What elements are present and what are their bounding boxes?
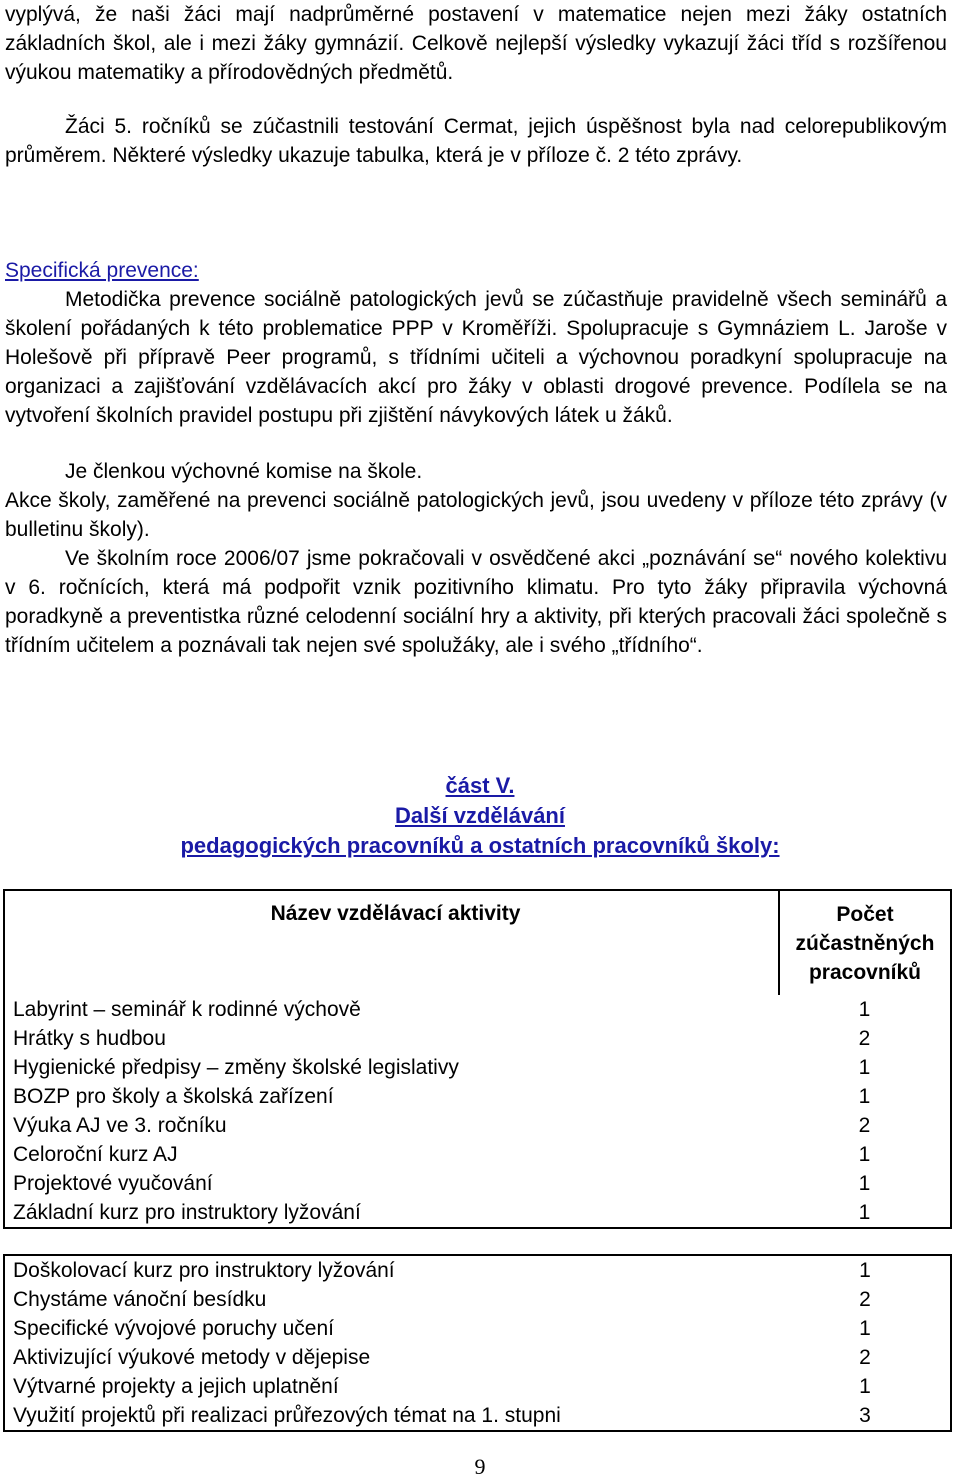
- prevention-paragraph-3: Akce školy, zaměřené na prevenci sociálně patologických jevů, jsou uvedeny v příloze této zprávy (v bulletinu školy).: [5, 489, 947, 541]
- table-header-row: [4, 890, 951, 995]
- participant-count: 2: [859, 1346, 871, 1369]
- table-row: [4, 995, 951, 1024]
- participant-count: 3: [859, 1404, 871, 1427]
- table-row: [4, 1169, 951, 1198]
- activity-name: Labyrint – seminář k rodinné výchově: [13, 998, 361, 1021]
- activity-name: Projektové vyučování: [13, 1172, 213, 1195]
- participant-count: 1: [859, 1317, 871, 1340]
- table-row: [4, 1314, 951, 1343]
- prevention-paragraph-4: Ve školním roce 2006/07 jsme pokračovali v osvědčené akci „poznávání se“ nového kolektivu v 6. ročnících, která má podpořit vznik pozitivního klimatu. Pro tyto žáky připravila výchovná poradkyně a preventistka různé celodenní sociální hry a aktivity, při kterých pracovali žáci společně s třídním učitelem a poznávali tak nejen své spolužáky, ale i svého „třídního“.: [5, 547, 947, 657]
- table-row: [4, 1372, 951, 1401]
- activity-name: Celoroční kurz AJ: [13, 1143, 178, 1166]
- participant-count: 1: [858, 1172, 871, 1195]
- participant-count: 1: [858, 998, 871, 1021]
- table-row: [4, 1255, 951, 1285]
- section-title-1-text: Další vzdělávání: [395, 803, 565, 828]
- activity-name: Výtvarné projekty a jejich uplatnění: [13, 1375, 339, 1398]
- prevention-heading-text: Specifická prevence:: [5, 259, 199, 282]
- table-row: [4, 1285, 951, 1314]
- participant-count: 1: [858, 1201, 871, 1224]
- intro-paragraph-1: vyplývá, že naši žáci mají nadprůměrné postavení v matematice nejen mezi žáky ostatních základních škol, ale i mezi žáky gymnázií. Celkově nejlepší výsledky vykazují žáci tříd s rozšířenou výukou matematiky a přírodovědných předmětů.: [5, 3, 947, 84]
- table-row: [4, 1053, 951, 1082]
- prevention-heading: [5, 256, 947, 285]
- activity-name: Hrátky s hudbou: [13, 1027, 166, 1050]
- activity-name: BOZP pro školy a školská zařízení: [13, 1085, 334, 1108]
- activity-name: Chystáme vánoční besídku: [13, 1288, 267, 1311]
- table-row: [4, 1024, 951, 1053]
- section-title-2: [0, 833, 960, 859]
- section-part-label: [0, 773, 960, 799]
- activity-name: Doškolovací kurz pro instruktory lyžování: [13, 1259, 395, 1282]
- prevention-paragraph-1: Metodička prevence sociálně patologických jevů se zúčastňuje pravidelně všech seminářů a školení pořádaných k této problematice PPP v Kroměříži. Spolupracuje s Gymnáziem L. Jaroše v Holešově při přípravě Peer programů, s třídními učiteli a výchovnou poradkyní spolupracuje na organizaci a zajišťování vzdělávacích akcí pro žáky v oblasti drogové prevence. Podílela se na vytvoření školních pravidel postupu při zjištění návykových látek u žáků.: [5, 288, 947, 427]
- section-title-2-text: pedagogických pracovníků a ostatních pracovníků školy:: [180, 833, 780, 858]
- participant-count: 1: [858, 1085, 871, 1108]
- section-part-text: část V.: [445, 773, 515, 798]
- activity-name: Hygienické předpisy – změny školské legislativy: [13, 1056, 459, 1079]
- participant-count: 2: [858, 1027, 871, 1050]
- activity-name: Využití projektů při realizaci průřezových témat na 1. stupni: [13, 1404, 561, 1427]
- header-name: Název vzdělávací aktivity: [270, 902, 521, 925]
- prevention-paragraph-2: Je členkou výchovné komise na škole.: [65, 460, 423, 483]
- section-title-1: [0, 803, 960, 829]
- participant-count: 1: [859, 1259, 871, 1282]
- table-row: [4, 1140, 951, 1169]
- table-row: [4, 1401, 951, 1431]
- activity-name: Aktivizující výukové metody v dějepise: [13, 1346, 371, 1369]
- table-row: [4, 1111, 951, 1140]
- training-table-1: [3, 889, 952, 1229]
- participant-count: 1: [858, 1056, 871, 1079]
- training-table-2: [3, 1254, 952, 1432]
- page-number: 9: [474, 1454, 486, 1479]
- table-row: [4, 1198, 951, 1228]
- participant-count: 2: [858, 1114, 871, 1137]
- table-row: [4, 1343, 951, 1372]
- activity-name: Výuka AJ ve 3. ročníku: [13, 1114, 227, 1137]
- header-count: Počet zúčastněných pracovníků: [779, 890, 951, 995]
- activity-name: Základní kurz pro instruktory lyžování: [13, 1201, 361, 1224]
- participant-count: 1: [858, 1143, 871, 1166]
- activity-name: Specifické vývojové poruchy učení: [13, 1317, 334, 1340]
- participant-count: 1: [859, 1375, 871, 1398]
- participant-count: 2: [859, 1288, 871, 1311]
- table-row: [4, 1082, 951, 1111]
- intro-paragraph-2: Žáci 5. ročníků se zúčastnili testování Cermat, jejich úspěšnost byla nad celorepublikovým průměrem. Některé výsledky ukazuje tabulka, která je v příloze č. 2 této zprávy.: [5, 115, 947, 167]
